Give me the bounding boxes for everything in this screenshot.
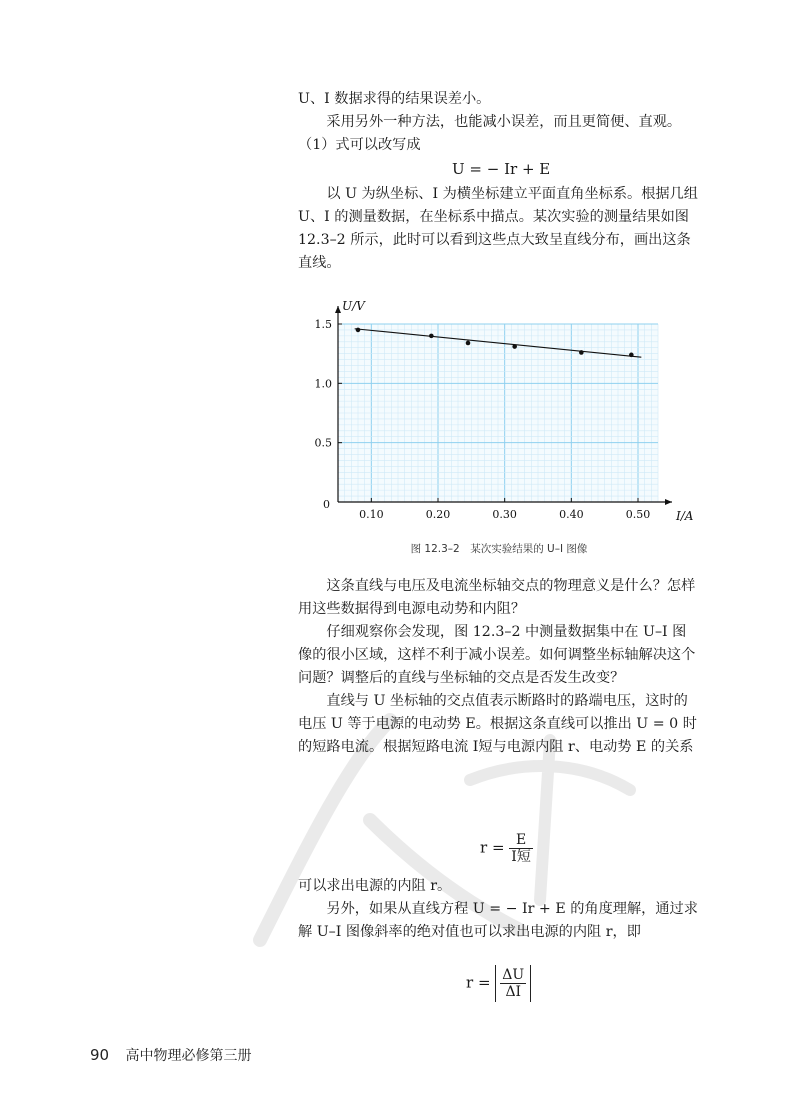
fraction-du-over-di (500, 967, 526, 1000)
y-axis-label: U/V (342, 299, 365, 313)
data-point (356, 328, 361, 333)
equation-internal-resistance (480, 832, 533, 865)
book-title: 高中物理必修第三册 (125, 1048, 252, 1064)
y-axis-arrow (335, 306, 341, 313)
equation-line-form: U = − Ir + E (452, 160, 551, 178)
data-point (466, 341, 471, 346)
ui-graph (298, 298, 700, 528)
data-point (629, 353, 634, 358)
page-number: 90 (90, 1046, 110, 1064)
text-block-discussion (298, 575, 700, 759)
paragraph-p4: 直线与 U 坐标轴的交点值表示断路时的路端电压，这时的电压 U 等于电源的电动势 E。根据这条直线可以推出 U = 0 时的短路电流。根据短路电流 I短与电源内阻 r、电动势 E 的关系 (298, 693, 697, 755)
data-point (429, 334, 434, 339)
x-tick-label: 0.50 (625, 508, 651, 521)
page-footer (90, 1045, 252, 1065)
text-block-bottom (298, 875, 700, 944)
paragraph-p5: 可以求出电源的内阻 r。 (298, 878, 452, 894)
data-point (512, 344, 517, 349)
fraction-numerator: E (509, 832, 533, 849)
figure-caption: 图 12.3–2 某次实验结果的 U–I 图像 (410, 543, 588, 555)
paragraph-line-1: U、I 数据求得的结果误差小。 (298, 91, 491, 107)
paragraph-line-3: （1）式可以改写成 (298, 137, 421, 153)
y-tick-label: 0.5 (314, 436, 332, 450)
x-tick-label: 0.20 (425, 508, 451, 521)
paragraph-p1: 以 U 为纵坐标、I 为横坐标建立平面直角坐标系。根据几组 U、I 的测量数据，在坐标系中描点。某次实验的测量结果如图 12.3–2 所示，此时可以看到这些点大致呈直线分布，画出这条直线。 (298, 186, 698, 271)
x-tick-label: 0.40 (559, 508, 584, 521)
fraction-e-over-ishort (509, 832, 533, 865)
x-axis-arrow (665, 499, 672, 505)
y-tick-label: 0 (323, 498, 330, 511)
data-point (579, 350, 584, 355)
paragraph-p2: 这条直线与电压及电流坐标轴交点的物理意义是什么？怎样用这些数据得到电源电动势和内阻？ (298, 578, 696, 617)
x-axis-label: I/A (676, 509, 694, 523)
x-tick-label: 0.30 (492, 508, 517, 521)
equation-lhs: r = (480, 838, 505, 857)
absolute-value (495, 965, 531, 1002)
paragraph-line-2: 采用另外一种方法，也能减小误差，而且更简便、直观。 (326, 114, 682, 130)
paragraph-p3: 仔细观察你会发现，图 12.3–2 中测量数据集中在 U–I 图像的很小区域，这样不利于减小误差。如何调整坐标轴解决这个问题？调整后的直线与坐标轴的交点是否发生改变？ (298, 624, 696, 686)
text-block-top (298, 88, 700, 157)
fraction-numerator-2: ΔU (502, 967, 525, 983)
y-tick-label: 1.0 (314, 377, 332, 391)
equation-lhs-2: r = (466, 973, 491, 992)
fraction-denominator: I短 (511, 849, 531, 865)
y-tick-label: 1.5 (314, 318, 332, 331)
x-tick-label: 0.10 (359, 508, 384, 521)
paragraph-coordinate-system (298, 183, 700, 275)
equation-slope (466, 965, 531, 1002)
paragraph-p6: 另外，如果从直线方程 U = − Ir + E 的角度理解，通过求解 U–I 图像斜率的绝对值也可以求出电源的内阻 r，即 (298, 901, 698, 940)
fraction-denominator-2: ΔI (505, 984, 522, 1000)
